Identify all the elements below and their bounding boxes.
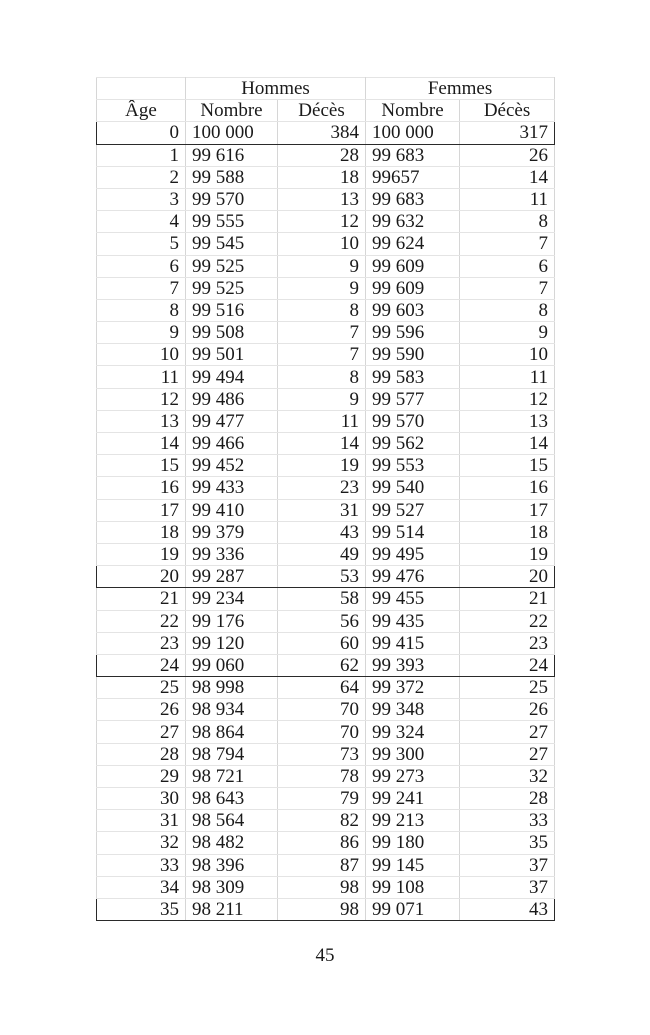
femmes-deces-cell: 37 xyxy=(460,854,555,876)
table-row xyxy=(97,543,555,565)
femmes-deces-cell: 12 xyxy=(460,388,555,410)
hommes-deces-cell: 7 xyxy=(278,322,366,344)
hommes-deces-cell: 98 xyxy=(278,876,366,898)
femmes-nombre-cell: 99 683 xyxy=(366,188,460,210)
hommes-nombre-cell: 99 494 xyxy=(186,366,278,388)
table-row xyxy=(97,233,555,255)
hommes-deces-cell: 9 xyxy=(278,277,366,299)
group-header-row xyxy=(97,78,555,100)
hommes-deces-cell: 58 xyxy=(278,588,366,610)
table-row xyxy=(97,211,555,233)
age-cell: 2 xyxy=(97,166,186,188)
hommes-nombre-cell: 98 564 xyxy=(186,810,278,832)
age-cell: 19 xyxy=(97,543,186,565)
hommes-nombre-cell: 99 176 xyxy=(186,610,278,632)
hommes-nombre-cell: 98 482 xyxy=(186,832,278,854)
age-cell: 17 xyxy=(97,499,186,521)
hommes-nombre-cell: 99 466 xyxy=(186,433,278,455)
femmes-nombre-cell: 99 455 xyxy=(366,588,460,610)
femmes-nombre-cell: 99 241 xyxy=(366,788,460,810)
hommes-nombre-cell: 98 934 xyxy=(186,699,278,721)
hommes-deces-header: Décès xyxy=(278,100,366,122)
table-row xyxy=(97,743,555,765)
table-row xyxy=(97,876,555,898)
femmes-deces-cell: 27 xyxy=(460,743,555,765)
hommes-deces-cell: 43 xyxy=(278,521,366,543)
hommes-deces-cell: 9 xyxy=(278,255,366,277)
hommes-deces-cell: 28 xyxy=(278,144,366,166)
column-header-row xyxy=(97,100,555,122)
femmes-nombre-cell: 99 300 xyxy=(366,743,460,765)
femmes-deces-cell: 21 xyxy=(460,588,555,610)
hommes-nombre-cell: 98 309 xyxy=(186,876,278,898)
femmes-deces-header: Décès xyxy=(460,100,555,122)
age-cell: 33 xyxy=(97,854,186,876)
hommes-deces-cell: 70 xyxy=(278,699,366,721)
femmes-deces-cell: 18 xyxy=(460,521,555,543)
hommes-nombre-cell: 99 287 xyxy=(186,566,278,588)
hommes-nombre-cell: 99 525 xyxy=(186,255,278,277)
femmes-deces-cell: 33 xyxy=(460,810,555,832)
life-table xyxy=(96,77,555,921)
hommes-nombre-cell: 99 508 xyxy=(186,322,278,344)
hommes-deces-cell: 23 xyxy=(278,477,366,499)
hommes-deces-cell: 87 xyxy=(278,854,366,876)
hommes-nombre-cell: 99 477 xyxy=(186,410,278,432)
femmes-deces-cell: 43 xyxy=(460,898,555,920)
life-table-container xyxy=(96,77,554,921)
hommes-deces-cell: 384 xyxy=(278,122,366,144)
femmes-nombre-cell: 99 609 xyxy=(366,277,460,299)
hommes-nombre-cell: 98 396 xyxy=(186,854,278,876)
table-row xyxy=(97,255,555,277)
hommes-nombre-cell: 98 643 xyxy=(186,788,278,810)
femmes-nombre-cell: 99 603 xyxy=(366,299,460,321)
table-row xyxy=(97,188,555,210)
femmes-nombre-cell: 99 324 xyxy=(366,721,460,743)
femmes-nombre-cell: 99 495 xyxy=(366,543,460,565)
hommes-nombre-cell: 99 379 xyxy=(186,521,278,543)
hommes-deces-cell: 62 xyxy=(278,654,366,676)
age-cell: 34 xyxy=(97,876,186,898)
femmes-nombre-cell: 99 435 xyxy=(366,610,460,632)
table-row xyxy=(97,388,555,410)
table-row xyxy=(97,277,555,299)
femmes-nombre-header: Nombre xyxy=(366,100,460,122)
hommes-nombre-cell: 99 452 xyxy=(186,455,278,477)
age-cell: 0 xyxy=(97,122,186,144)
femmes-deces-cell: 11 xyxy=(460,366,555,388)
age-column-header: Âge xyxy=(97,100,186,122)
femmes-deces-cell: 7 xyxy=(460,277,555,299)
hommes-deces-cell: 49 xyxy=(278,543,366,565)
table-row xyxy=(97,588,555,610)
age-cell: 9 xyxy=(97,322,186,344)
table-row xyxy=(97,477,555,499)
femmes-deces-cell: 37 xyxy=(460,876,555,898)
hommes-deces-cell: 8 xyxy=(278,366,366,388)
femmes-nombre-cell: 99 553 xyxy=(366,455,460,477)
age-cell: 4 xyxy=(97,211,186,233)
femmes-nombre-cell: 99 624 xyxy=(366,233,460,255)
hommes-nombre-cell: 98 794 xyxy=(186,743,278,765)
age-cell: 35 xyxy=(97,898,186,920)
femmes-deces-cell: 8 xyxy=(460,299,555,321)
femmes-nombre-cell: 99 071 xyxy=(366,898,460,920)
table-body xyxy=(97,122,555,921)
hommes-deces-cell: 64 xyxy=(278,677,366,699)
age-cell: 21 xyxy=(97,588,186,610)
table-row xyxy=(97,433,555,455)
age-cell: 27 xyxy=(97,721,186,743)
femmes-nombre-cell: 99 577 xyxy=(366,388,460,410)
hommes-deces-cell: 78 xyxy=(278,765,366,787)
hommes-nombre-cell: 99 516 xyxy=(186,299,278,321)
femmes-nombre-cell: 100 000 xyxy=(366,122,460,144)
age-cell: 8 xyxy=(97,299,186,321)
hommes-deces-cell: 60 xyxy=(278,632,366,654)
age-cell: 7 xyxy=(97,277,186,299)
femmes-nombre-cell: 99 583 xyxy=(366,366,460,388)
femmes-nombre-cell: 99 145 xyxy=(366,854,460,876)
hommes-deces-cell: 9 xyxy=(278,388,366,410)
femmes-deces-cell: 26 xyxy=(460,144,555,166)
age-cell: 32 xyxy=(97,832,186,854)
femmes-deces-cell: 14 xyxy=(460,433,555,455)
table-row xyxy=(97,566,555,588)
hommes-nombre-cell: 99 410 xyxy=(186,499,278,521)
femmes-deces-cell: 17 xyxy=(460,499,555,521)
femmes-nombre-cell: 99 273 xyxy=(366,765,460,787)
table-row xyxy=(97,765,555,787)
hommes-deces-cell: 8 xyxy=(278,299,366,321)
femmes-nombre-cell: 99 632 xyxy=(366,211,460,233)
table-row xyxy=(97,854,555,876)
femmes-nombre-cell: 99 609 xyxy=(366,255,460,277)
hommes-nombre-cell: 99 433 xyxy=(186,477,278,499)
hommes-deces-cell: 19 xyxy=(278,455,366,477)
hommes-nombre-cell: 100 000 xyxy=(186,122,278,144)
femmes-deces-cell: 7 xyxy=(460,233,555,255)
age-cell: 16 xyxy=(97,477,186,499)
table-row xyxy=(97,299,555,321)
hommes-deces-cell: 98 xyxy=(278,898,366,920)
age-cell: 29 xyxy=(97,765,186,787)
femmes-group-header: Femmes xyxy=(366,78,555,100)
femmes-deces-cell: 8 xyxy=(460,211,555,233)
age-cell: 18 xyxy=(97,521,186,543)
table-row xyxy=(97,699,555,721)
hommes-deces-cell: 7 xyxy=(278,344,366,366)
femmes-nombre-cell: 99 527 xyxy=(366,499,460,521)
femmes-nombre-cell: 99 476 xyxy=(366,566,460,588)
femmes-deces-cell: 23 xyxy=(460,632,555,654)
femmes-deces-cell: 9 xyxy=(460,322,555,344)
femmes-nombre-cell: 99 570 xyxy=(366,410,460,432)
femmes-deces-cell: 28 xyxy=(460,788,555,810)
age-cell: 22 xyxy=(97,610,186,632)
hommes-deces-cell: 86 xyxy=(278,832,366,854)
table-row xyxy=(97,410,555,432)
table-row xyxy=(97,322,555,344)
hommes-group-header: Hommes xyxy=(186,78,366,100)
hommes-deces-cell: 73 xyxy=(278,743,366,765)
hommes-deces-cell: 11 xyxy=(278,410,366,432)
femmes-deces-cell: 317 xyxy=(460,122,555,144)
femmes-deces-cell: 24 xyxy=(460,654,555,676)
hommes-nombre-cell: 99 234 xyxy=(186,588,278,610)
hommes-nombre-cell: 99 616 xyxy=(186,144,278,166)
age-cell: 10 xyxy=(97,344,186,366)
hommes-deces-cell: 31 xyxy=(278,499,366,521)
table-row xyxy=(97,144,555,166)
hommes-nombre-cell: 99 545 xyxy=(186,233,278,255)
age-cell: 13 xyxy=(97,410,186,432)
femmes-nombre-cell: 99 562 xyxy=(366,433,460,455)
hommes-nombre-cell: 99 486 xyxy=(186,388,278,410)
femmes-deces-cell: 25 xyxy=(460,677,555,699)
age-cell: 26 xyxy=(97,699,186,721)
table-row xyxy=(97,632,555,654)
hommes-nombre-cell: 99 570 xyxy=(186,188,278,210)
table-row xyxy=(97,499,555,521)
hommes-nombre-cell: 99 501 xyxy=(186,344,278,366)
femmes-nombre-cell: 99 108 xyxy=(366,876,460,898)
femmes-nombre-cell: 99 596 xyxy=(366,322,460,344)
hommes-deces-cell: 79 xyxy=(278,788,366,810)
hommes-deces-cell: 56 xyxy=(278,610,366,632)
hommes-nombre-cell: 99 588 xyxy=(186,166,278,188)
age-cell: 30 xyxy=(97,788,186,810)
table-row xyxy=(97,832,555,854)
age-cell: 6 xyxy=(97,255,186,277)
hommes-nombre-cell: 98 721 xyxy=(186,765,278,787)
table-row xyxy=(97,610,555,632)
femmes-deces-cell: 26 xyxy=(460,699,555,721)
age-cell: 31 xyxy=(97,810,186,832)
hommes-deces-cell: 70 xyxy=(278,721,366,743)
hommes-nombre-cell: 98 998 xyxy=(186,677,278,699)
table-row xyxy=(97,810,555,832)
table-row xyxy=(97,455,555,477)
empty-corner-cell xyxy=(97,78,186,100)
table-row xyxy=(97,166,555,188)
hommes-deces-cell: 82 xyxy=(278,810,366,832)
age-cell: 12 xyxy=(97,388,186,410)
femmes-deces-cell: 14 xyxy=(460,166,555,188)
hommes-nombre-cell: 99 336 xyxy=(186,543,278,565)
femmes-deces-cell: 13 xyxy=(460,410,555,432)
femmes-deces-cell: 11 xyxy=(460,188,555,210)
femmes-nombre-cell: 99 213 xyxy=(366,810,460,832)
age-cell: 1 xyxy=(97,144,186,166)
hommes-nombre-header: Nombre xyxy=(186,100,278,122)
age-cell: 28 xyxy=(97,743,186,765)
table-row xyxy=(97,788,555,810)
femmes-deces-cell: 32 xyxy=(460,765,555,787)
femmes-nombre-cell: 99 393 xyxy=(366,654,460,676)
hommes-nombre-cell: 98 864 xyxy=(186,721,278,743)
age-cell: 15 xyxy=(97,455,186,477)
age-cell: 23 xyxy=(97,632,186,654)
femmes-nombre-cell: 99657 xyxy=(366,166,460,188)
table-row xyxy=(97,898,555,920)
femmes-nombre-cell: 99 683 xyxy=(366,144,460,166)
age-cell: 14 xyxy=(97,433,186,455)
age-cell: 5 xyxy=(97,233,186,255)
hommes-nombre-cell: 99 120 xyxy=(186,632,278,654)
age-cell: 11 xyxy=(97,366,186,388)
table-row xyxy=(97,677,555,699)
age-cell: 20 xyxy=(97,566,186,588)
hommes-nombre-cell: 98 211 xyxy=(186,898,278,920)
table-row xyxy=(97,366,555,388)
table-row xyxy=(97,122,555,144)
femmes-nombre-cell: 99 540 xyxy=(366,477,460,499)
age-cell: 25 xyxy=(97,677,186,699)
table-row xyxy=(97,521,555,543)
femmes-deces-cell: 35 xyxy=(460,832,555,854)
age-cell: 24 xyxy=(97,654,186,676)
femmes-deces-cell: 10 xyxy=(460,344,555,366)
femmes-nombre-cell: 99 372 xyxy=(366,677,460,699)
femmes-nombre-cell: 99 514 xyxy=(366,521,460,543)
hommes-nombre-cell: 99 525 xyxy=(186,277,278,299)
table-row xyxy=(97,344,555,366)
femmes-deces-cell: 6 xyxy=(460,255,555,277)
femmes-nombre-cell: 99 180 xyxy=(366,832,460,854)
hommes-deces-cell: 18 xyxy=(278,166,366,188)
hommes-deces-cell: 10 xyxy=(278,233,366,255)
femmes-nombre-cell: 99 590 xyxy=(366,344,460,366)
femmes-nombre-cell: 99 415 xyxy=(366,632,460,654)
table-row xyxy=(97,721,555,743)
femmes-deces-cell: 16 xyxy=(460,477,555,499)
hommes-deces-cell: 13 xyxy=(278,188,366,210)
femmes-deces-cell: 15 xyxy=(460,455,555,477)
femmes-deces-cell: 22 xyxy=(460,610,555,632)
page-number: 45 xyxy=(315,945,335,966)
hommes-nombre-cell: 99 555 xyxy=(186,211,278,233)
table-row xyxy=(97,654,555,676)
hommes-nombre-cell: 99 060 xyxy=(186,654,278,676)
femmes-deces-cell: 20 xyxy=(460,566,555,588)
femmes-nombre-cell: 99 348 xyxy=(366,699,460,721)
femmes-deces-cell: 19 xyxy=(460,543,555,565)
femmes-deces-cell: 27 xyxy=(460,721,555,743)
hommes-deces-cell: 14 xyxy=(278,433,366,455)
hommes-deces-cell: 53 xyxy=(278,566,366,588)
hommes-deces-cell: 12 xyxy=(278,211,366,233)
age-cell: 3 xyxy=(97,188,186,210)
